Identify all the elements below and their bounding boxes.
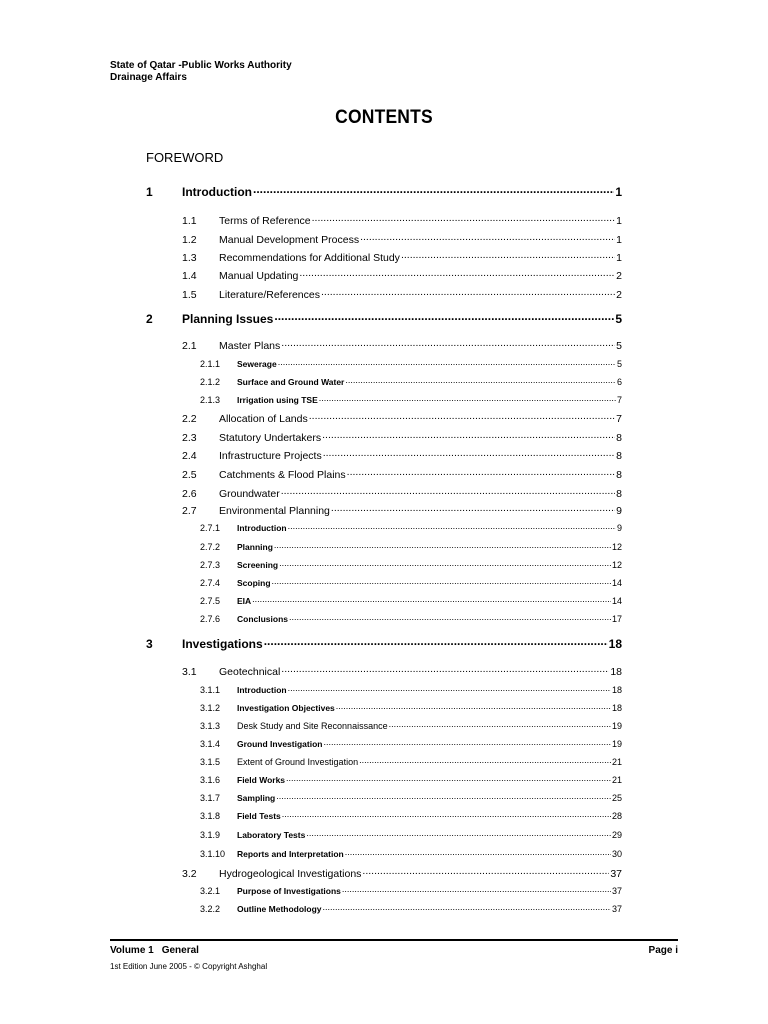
footer-volume — [110, 945, 199, 956]
toc-dot-leader — [264, 636, 608, 648]
toc-entry-level2 — [182, 486, 622, 500]
toc-entry-page: 28 — [611, 811, 622, 821]
toc-entry-number: 2.7 — [182, 504, 197, 517]
toc-entry-number: 3.1.6 — [200, 775, 221, 785]
toc-entry-level3 — [200, 756, 622, 767]
toc-entry-level3 — [200, 720, 622, 731]
toc-dot-leader — [281, 486, 615, 497]
toc-entry-number: 3 — [146, 637, 153, 651]
toc-entry-level3 — [200, 684, 622, 695]
toc-dot-leader — [281, 338, 615, 349]
toc-entry-number: 1.1 — [182, 214, 197, 227]
toc-entry-title: Recommendations for Additional Study — [219, 251, 400, 264]
toc-entry-level2 — [182, 250, 622, 264]
toc-entry-level2 — [182, 213, 622, 227]
toc-entry-number: 2.7.5 — [200, 596, 221, 606]
toc-entry-page: 30 — [611, 849, 622, 859]
toc-entry-number: 3.2.1 — [200, 886, 221, 896]
toc-entry-page: 9 — [616, 504, 622, 517]
toc-entry-page: 8 — [616, 487, 622, 500]
toc-entry-number: 2.1.3 — [200, 395, 221, 405]
toc-entry-title: Ground Investigation — [237, 739, 323, 749]
toc-entry-title: Extent of Ground Investigation — [237, 757, 359, 767]
toc-entry-title: Literature/References — [219, 288, 320, 301]
toc-entry-title: Allocation of Lands — [219, 412, 308, 425]
toc-dot-leader — [274, 311, 614, 323]
toc-entry-page: 14 — [611, 596, 622, 606]
toc-entry-number: 1.4 — [182, 269, 197, 282]
toc-entry-title: Conclusions — [237, 614, 289, 624]
toc-entry-title: Planning — [237, 542, 273, 552]
toc-entry-page: 18 — [611, 703, 622, 713]
toc-entry-title: Laboratory Tests — [237, 830, 306, 840]
toc-dot-leader — [345, 848, 611, 857]
toc-entry-title: Sampling — [237, 793, 276, 803]
toc-entry-page: 7 — [616, 412, 622, 425]
toc-entry-level3 — [200, 792, 622, 803]
toc-entry-page: 7 — [616, 395, 622, 405]
toc-entry-level2 — [182, 232, 622, 246]
toc-entry-level2 — [182, 664, 622, 678]
toc-dot-leader — [309, 411, 615, 422]
toc-entry-level3 — [200, 885, 622, 896]
page-title: CONTENTS — [335, 107, 433, 128]
toc-entry-number: 1.5 — [182, 288, 197, 301]
toc-entry-title: Purpose of Investigations — [237, 886, 341, 896]
toc-entry-page: 25 — [611, 793, 622, 803]
toc-entry-title: Field Tests — [237, 811, 281, 821]
toc-entry-title: Master Plans — [219, 339, 281, 352]
toc-entry-title: Introduction — [237, 685, 287, 695]
toc-entry-level3 — [200, 848, 622, 859]
toc-entry-number: 2.1.1 — [200, 359, 221, 369]
toc-entry-page: 18 — [608, 637, 622, 651]
toc-dot-leader — [323, 738, 611, 747]
toc-entry-title: Field Works — [237, 775, 286, 785]
toc-dot-leader — [288, 684, 611, 693]
toc-dot-leader — [253, 184, 614, 196]
toc-dot-leader — [401, 250, 615, 261]
toc-entry-level3 — [200, 559, 622, 570]
toc-entry-number: 2 — [146, 312, 153, 326]
toc-dot-leader — [289, 613, 611, 622]
toc-entry-level2 — [182, 448, 622, 462]
toc-entry-level3 — [200, 522, 622, 533]
toc-dot-leader — [279, 559, 611, 568]
toc-dot-leader — [274, 541, 611, 550]
toc-entry-number: 3.1.1 — [200, 685, 221, 695]
toc-entry-title: Hydrogeological Investigations — [219, 867, 362, 880]
toc-entry-page: 1 — [616, 214, 622, 227]
toc-entry-number: 2.5 — [182, 468, 197, 481]
toc-entry-level1 — [146, 184, 622, 199]
toc-entry-page: 2 — [616, 288, 622, 301]
toc-entry-title: Terms of Reference — [219, 214, 311, 227]
toc-dot-leader — [347, 467, 616, 478]
toc-entry-level2 — [182, 411, 622, 425]
toc-entry-page: 1 — [615, 185, 622, 199]
toc-entry-level3 — [200, 829, 622, 840]
toc-entry-title: Desk Study and Site Reconnaissance — [237, 721, 388, 731]
toc-entry-page: 18 — [610, 665, 622, 678]
toc-entry-title: Investigation Objectives — [237, 703, 335, 713]
toc-dot-leader — [323, 903, 611, 912]
toc-entry-page: 37 — [611, 904, 622, 914]
toc-entry-page: 5 — [616, 359, 622, 369]
toc-entry-number: 1.3 — [182, 251, 197, 264]
toc-entry-title: Planning Issues — [182, 312, 274, 326]
toc-entry-title: Scoping — [237, 578, 271, 588]
toc-entry-page: 8 — [616, 449, 622, 462]
header-authority: State of Qatar -Public Works Authority — [110, 60, 292, 71]
toc-dot-leader — [362, 866, 609, 877]
toc-entry-page: 18 — [611, 685, 622, 695]
toc-dot-leader — [312, 213, 616, 224]
toc-entry-number: 3.1.4 — [200, 739, 221, 749]
toc-entry-title: EIA — [237, 596, 252, 606]
toc-entry-level2 — [182, 268, 622, 282]
toc-entry-level3 — [200, 702, 622, 713]
toc-entry-number: 2.1 — [182, 339, 197, 352]
toc-entry-level3 — [200, 613, 622, 624]
toc-entry-page: 14 — [611, 578, 622, 588]
toc-dot-leader — [321, 287, 615, 298]
toc-entry-number: 3.1.5 — [200, 757, 221, 767]
toc-entry-title: Introduction — [182, 185, 252, 199]
toc-entry-page: 37 — [611, 886, 622, 896]
toc-entry-number: 3.1.8 — [200, 811, 221, 821]
toc-dot-leader — [306, 829, 611, 838]
toc-entry-page: 5 — [616, 339, 622, 352]
toc-entry-level3 — [200, 738, 622, 749]
toc-entry-level3 — [200, 810, 622, 821]
toc-entry-level3 — [200, 774, 622, 785]
toc-dot-leader — [336, 702, 611, 711]
toc-entry-number: 2.2 — [182, 412, 197, 425]
toc-entry-number: 2.4 — [182, 449, 197, 462]
toc-entry-page: 12 — [611, 560, 622, 570]
toc-entry-number: 3.2.2 — [200, 904, 221, 914]
toc-entry-title: Sewerage — [237, 359, 277, 369]
toc-dot-leader — [323, 448, 615, 459]
toc-dot-leader — [360, 232, 615, 243]
toc-entry-page: 8 — [616, 431, 622, 444]
toc-entry-title: Catchments & Flood Plains — [219, 468, 346, 481]
toc-dot-leader — [288, 522, 616, 531]
toc-entry-number: 2.7.2 — [200, 542, 221, 552]
toc-entry-page: 6 — [616, 377, 622, 387]
toc-entry-title: Statutory Undertakers — [219, 431, 322, 444]
toc-entry-page: 21 — [611, 757, 622, 767]
toc-entry-title: Introduction — [237, 523, 287, 533]
toc-entry-level1 — [146, 311, 622, 326]
toc-entry-level2 — [182, 430, 622, 444]
toc-entry-number: 2.1.2 — [200, 377, 221, 387]
toc-entry-page: 5 — [615, 312, 622, 326]
toc-dot-leader — [282, 810, 611, 819]
toc-entry-level3 — [200, 376, 622, 387]
toc-entry-number: 1.2 — [182, 233, 197, 246]
toc-entry-page: 8 — [616, 468, 622, 481]
toc-entry-title: Manual Updating — [219, 269, 299, 282]
toc-entry-page: 1 — [616, 233, 622, 246]
toc-dot-leader — [389, 720, 611, 729]
toc-entry-title: Reports and Interpretation — [237, 849, 344, 859]
toc-dot-leader — [281, 664, 609, 675]
toc-entry-title: Irrigation using TSE — [237, 395, 318, 405]
toc-entry-level2 — [182, 287, 622, 301]
toc-entry-number: 2.7.6 — [200, 614, 221, 624]
footer-divider — [110, 939, 678, 941]
toc-entry-level2 — [182, 467, 622, 481]
footer-page-number: Page i — [648, 945, 678, 956]
toc-entry-page: 19 — [611, 739, 622, 749]
footer-section-name: General — [161, 945, 199, 956]
toc-entry-number: 2.6 — [182, 487, 197, 500]
toc-entry-page: 37 — [610, 867, 622, 880]
toc-dot-leader — [322, 430, 615, 441]
toc-dot-leader — [319, 394, 616, 403]
toc-entry-title: Screening — [237, 560, 279, 570]
toc-entry-level3 — [200, 577, 622, 588]
toc-entry-level2 — [182, 503, 622, 517]
foreword-heading: FOREWORD — [146, 150, 224, 165]
toc-entry-page: 2 — [616, 269, 622, 282]
toc-entry-number: 2.7.1 — [200, 523, 221, 533]
toc-entry-page: 1 — [616, 251, 622, 264]
toc-entry-page: 21 — [611, 775, 622, 785]
toc-dot-leader — [342, 885, 611, 894]
toc-dot-leader — [286, 774, 611, 783]
toc-entry-title: Outline Methodology — [237, 904, 322, 914]
toc-entry-page: 12 — [611, 542, 622, 552]
toc-entry-level3 — [200, 394, 622, 405]
toc-entry-number: 3.1.2 — [200, 703, 221, 713]
toc-dot-leader — [331, 503, 615, 514]
toc-entry-number: 3.2 — [182, 867, 197, 880]
toc-dot-leader — [252, 595, 611, 604]
toc-entry-title: Groundwater — [219, 487, 280, 500]
toc-entry-number: 3.1.3 — [200, 721, 221, 731]
toc-entry-level3 — [200, 541, 622, 552]
toc-entry-page: 9 — [616, 523, 622, 533]
toc-entry-title: Manual Development Process — [219, 233, 360, 246]
toc-entry-number: 2.7.4 — [200, 578, 221, 588]
toc-entry-number: 3.1.9 — [200, 830, 221, 840]
toc-entry-number: 3.1 — [182, 665, 197, 678]
toc-entry-number: 3.1.10 — [200, 849, 226, 859]
toc-entry-level3 — [200, 595, 622, 606]
toc-entry-title: Geotechnical — [219, 665, 281, 678]
footer-edition: 1st Edition June 2005 - © Copyright Ashghal — [110, 962, 268, 971]
toc-entry-number: 2.7.3 — [200, 560, 221, 570]
toc-entry-number: 2.3 — [182, 431, 197, 444]
toc-entry-level2 — [182, 866, 622, 880]
toc-entry-title: Investigations — [182, 637, 263, 651]
toc-entry-number: 3.1.7 — [200, 793, 221, 803]
toc-entry-level3 — [200, 903, 622, 914]
toc-dot-leader — [278, 358, 616, 367]
header-department: Drainage Affairs — [110, 72, 187, 83]
toc-dot-leader — [345, 376, 616, 385]
toc-entry-title: Environmental Planning — [219, 504, 330, 517]
toc-dot-leader — [299, 268, 615, 279]
toc-entry-title: Infrastructure Projects — [219, 449, 322, 462]
toc-entry-level3 — [200, 358, 622, 369]
toc-entry-page: 29 — [611, 830, 622, 840]
toc-entry-number: 1 — [146, 185, 153, 199]
toc-dot-leader — [359, 756, 611, 765]
toc-entry-title: Surface and Ground Water — [237, 377, 345, 387]
toc-entry-level2 — [182, 338, 622, 352]
toc-entry-page: 19 — [611, 721, 622, 731]
toc-dot-leader — [276, 792, 611, 801]
toc-dot-leader — [272, 577, 611, 586]
toc-entry-level1 — [146, 636, 622, 651]
toc-entry-page: 17 — [611, 614, 622, 624]
footer-volume-number: Volume 1 — [110, 945, 154, 956]
